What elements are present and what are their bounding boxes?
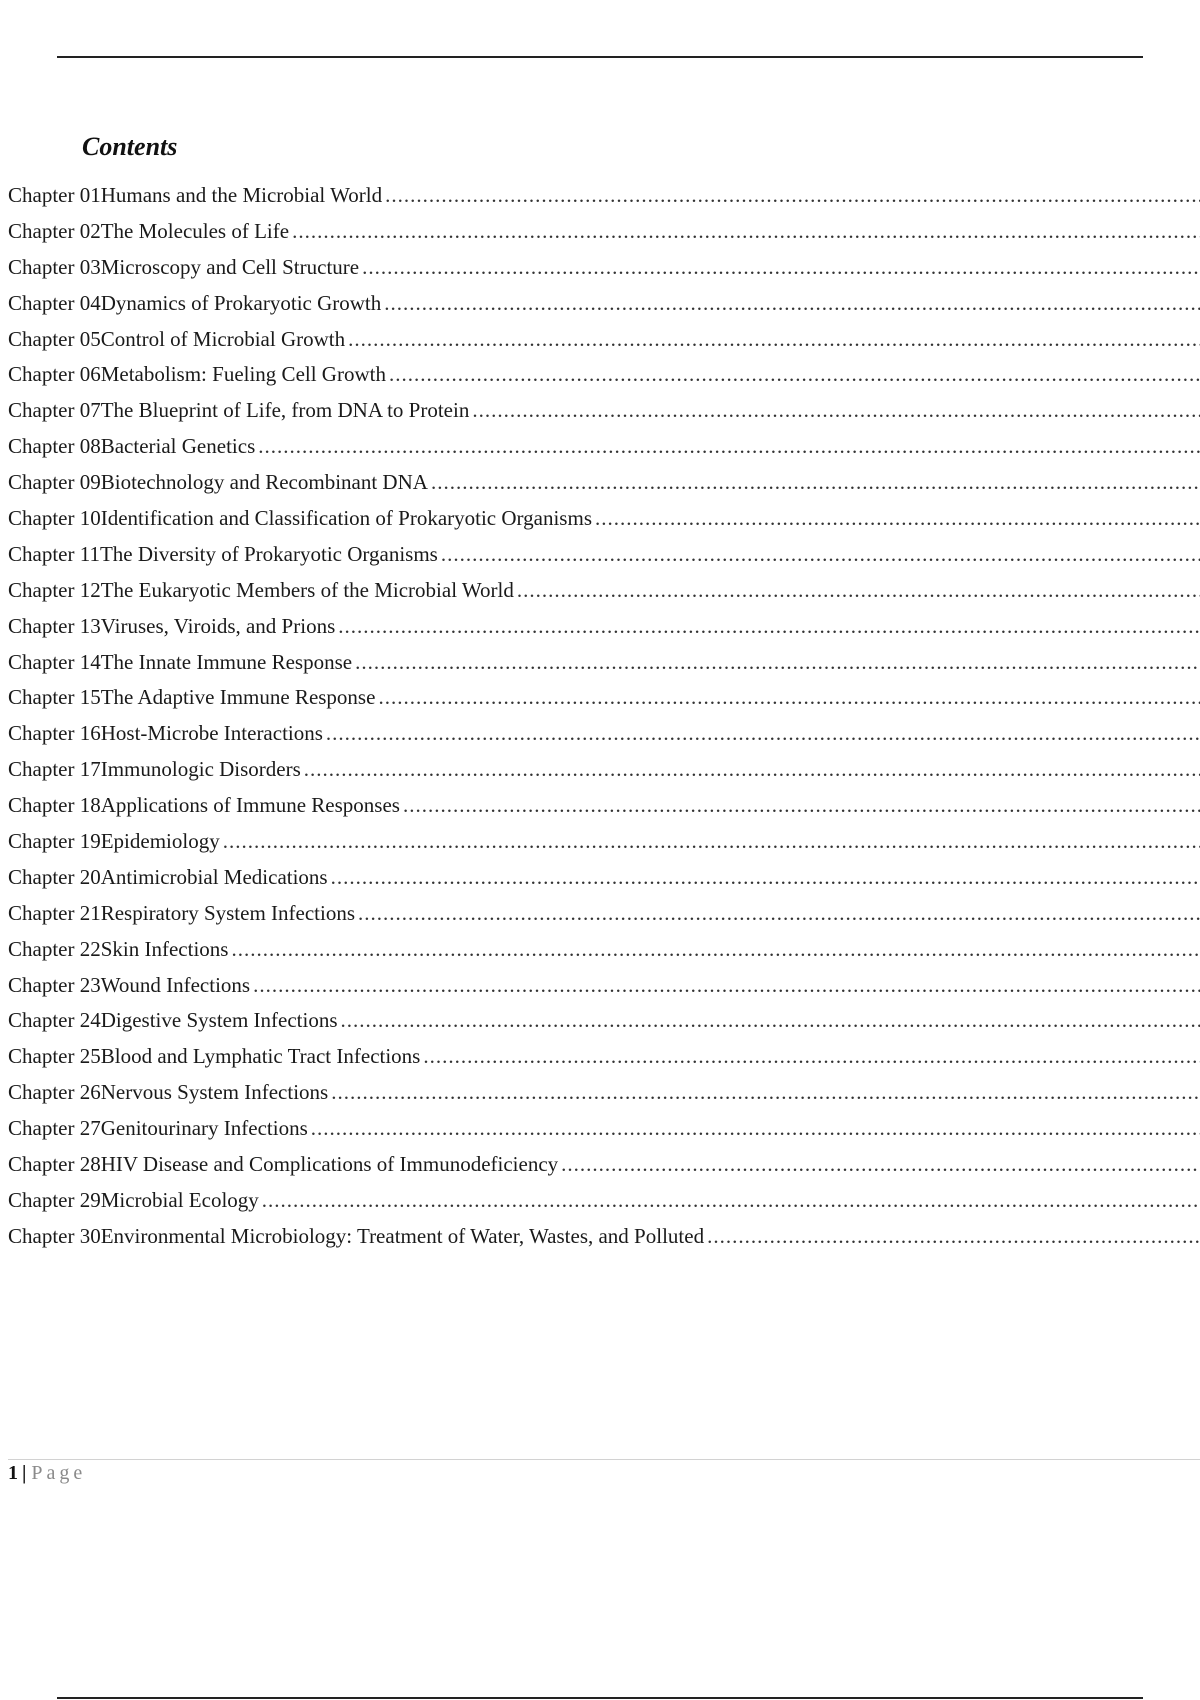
toc-entry[interactable] — [8, 614, 1200, 650]
toc-chapter-title: Skin Infections — [100, 936, 229, 961]
page-bottom-rule — [57, 1697, 1143, 1699]
toc-dot-leader — [338, 614, 1200, 639]
toc-entry[interactable] — [8, 1152, 1200, 1188]
toc-entry[interactable] — [8, 1224, 1200, 1260]
toc-chapter-title: Bacterial Genetics — [100, 434, 256, 459]
toc-dot-leader — [378, 685, 1200, 710]
toc-dot-leader — [355, 650, 1200, 675]
toc-dot-leader — [253, 973, 1200, 998]
toc-chapter-title: Nervous System Infections — [100, 1080, 329, 1105]
toc-chapter-title: Blood and Lymphatic Tract Infections — [100, 1044, 421, 1069]
toc-chapter-title: Viruses, Viroids, and Prions — [100, 613, 336, 638]
toc-chapter-title: Host-Microbe Interactions — [100, 721, 323, 746]
toc-entry[interactable] — [8, 506, 1200, 542]
toc-chapter-number: Chapter 21 — [8, 900, 101, 925]
toc-chapter-title: The Eukaryotic Members of the Microbial World — [100, 577, 514, 602]
toc-chapter-title: The Blueprint of Life, from DNA to Protein — [100, 398, 470, 423]
toc-chapter-title: Digestive System Infections — [100, 1008, 338, 1033]
toc-dot-leader — [389, 362, 1200, 387]
toc-dot-leader — [292, 219, 1200, 244]
toc-entry[interactable] — [8, 1116, 1200, 1152]
toc-chapter-number: Chapter 18 — [8, 793, 101, 818]
toc-entry[interactable] — [8, 685, 1200, 721]
toc-entry[interactable] — [8, 398, 1200, 434]
toc-entry[interactable] — [8, 362, 1200, 398]
contents-heading: Contents — [82, 132, 178, 161]
toc-chapter-title: Epidemiology — [100, 829, 220, 854]
toc-chapter-title: Microbial Ecology — [100, 1187, 259, 1212]
toc-dot-leader — [441, 542, 1200, 567]
toc-entry[interactable] — [8, 183, 1200, 219]
page-top-rule — [57, 56, 1143, 58]
toc-chapter-title: Antimicrobial Medications — [100, 864, 328, 889]
toc-entry[interactable] — [8, 470, 1200, 506]
toc-chapter-title: Control of Microbial Growth — [100, 326, 346, 351]
toc-entry[interactable] — [8, 1188, 1200, 1224]
toc-chapter-title: The Diversity of Prokaryotic Organisms — [99, 541, 438, 566]
toc-dot-leader — [423, 1044, 1200, 1069]
toc-chapter-number: Chapter 05 — [8, 326, 101, 351]
toc-chapter-number: Chapter 28 — [8, 1152, 101, 1177]
toc-entry[interactable] — [8, 255, 1200, 291]
toc-chapter-title: Microscopy and Cell Structure — [100, 254, 360, 279]
toc-chapter-number: Chapter 03 — [8, 254, 101, 279]
toc-dot-leader — [385, 183, 1200, 208]
toc-chapter-title: Genitourinary Infections — [100, 1116, 308, 1141]
toc-chapter-title: Biotechnology and Recombinant DNA — [100, 470, 428, 495]
toc-chapter-number: Chapter 12 — [8, 577, 101, 602]
toc-dot-leader — [384, 291, 1200, 316]
toc-chapter-title: The Molecules of Life — [100, 218, 290, 243]
toc-chapter-number: Chapter 02 — [8, 218, 101, 243]
toc-chapter-title: The Adaptive Immune Response — [100, 685, 376, 710]
toc-chapter-number: Chapter 11 — [8, 541, 100, 566]
toc-chapter-number: Chapter 30 — [8, 1223, 101, 1248]
toc-entry[interactable] — [8, 650, 1200, 686]
toc-chapter-number: Chapter 16 — [8, 721, 101, 746]
toc-entry[interactable] — [8, 721, 1200, 757]
page-label: Page — [31, 1462, 87, 1484]
toc-chapter-number: Chapter 20 — [8, 864, 101, 889]
toc-chapter-number: Chapter 09 — [8, 470, 101, 495]
toc-dot-leader — [431, 470, 1200, 495]
toc-dot-leader — [403, 793, 1200, 818]
toc-dot-leader — [707, 1224, 1200, 1249]
toc-dot-leader — [348, 327, 1200, 352]
toc-dot-leader — [362, 255, 1200, 280]
toc-chapter-number: Chapter 29 — [8, 1187, 101, 1212]
toc-chapter-title: Respiratory System Infections — [100, 900, 356, 925]
toc-chapter-number: Chapter 23 — [8, 972, 101, 997]
toc-dot-leader — [358, 901, 1200, 926]
toc-entry[interactable] — [8, 1080, 1200, 1116]
toc-dot-leader — [331, 865, 1200, 890]
toc-entry[interactable] — [8, 291, 1200, 327]
toc-dot-leader — [304, 757, 1200, 782]
toc-chapter-number: Chapter 06 — [8, 362, 101, 387]
toc-dot-leader — [223, 829, 1200, 854]
toc-chapter-title: HIV Disease and Complications of Immunodeficiency — [100, 1152, 559, 1177]
toc-chapter-number: Chapter 24 — [8, 1008, 101, 1033]
toc-chapter-title: Metabolism: Fueling Cell Growth — [100, 362, 386, 387]
toc-dot-leader — [595, 506, 1200, 531]
page-number: 1 — [8, 1462, 18, 1484]
toc-chapter-title: Applications of Immune Responses — [100, 793, 400, 818]
toc-chapter-number: Chapter 22 — [8, 936, 101, 961]
footer-separator: | — [22, 1462, 27, 1484]
toc-chapter-title: Immunologic Disorders — [100, 757, 301, 782]
toc-dot-leader — [326, 721, 1200, 746]
toc-entry[interactable] — [8, 865, 1200, 901]
table-of-contents — [8, 183, 1200, 1260]
toc-entry[interactable] — [8, 219, 1200, 255]
toc-chapter-number: Chapter 14 — [8, 649, 101, 674]
footer-divider — [8, 1459, 1200, 1460]
toc-dot-leader — [341, 1008, 1200, 1033]
toc-chapter-title: Identification and Classification of Prokaryotic Organisms — [100, 506, 592, 531]
toc-dot-leader — [311, 1116, 1200, 1141]
toc-entry[interactable] — [8, 937, 1200, 973]
toc-chapter-number: Chapter 13 — [8, 613, 101, 638]
toc-entry[interactable] — [8, 901, 1200, 937]
toc-chapter-title: Environmental Microbiology: Treatment of Water, Wastes, and Polluted — [100, 1223, 705, 1248]
toc-chapter-number: Chapter 04 — [8, 290, 101, 315]
toc-chapter-number: Chapter 08 — [8, 434, 101, 459]
toc-dot-leader — [472, 398, 1200, 423]
toc-chapter-number: Chapter 19 — [8, 829, 101, 854]
toc-chapter-title: Wound Infections — [100, 972, 251, 997]
toc-dot-leader — [561, 1152, 1200, 1177]
toc-entry[interactable] — [8, 757, 1200, 793]
toc-entry[interactable] — [8, 829, 1200, 865]
toc-entry[interactable] — [8, 973, 1200, 1009]
toc-chapter-number: Chapter 26 — [8, 1080, 101, 1105]
toc-entry[interactable] — [8, 327, 1200, 363]
toc-chapter-number: Chapter 15 — [8, 685, 101, 710]
toc-entry[interactable] — [8, 434, 1200, 470]
toc-dot-leader — [331, 1080, 1200, 1105]
toc-entry[interactable] — [8, 542, 1200, 578]
toc-dot-leader — [258, 434, 1200, 459]
toc-entry[interactable] — [8, 1008, 1200, 1044]
toc-dot-leader — [231, 937, 1200, 962]
toc-chapter-title: Dynamics of Prokaryotic Growth — [100, 290, 382, 315]
page-footer — [8, 1462, 86, 1485]
toc-chapter-title: The Innate Immune Response — [100, 649, 353, 674]
toc-chapter-number: Chapter 07 — [8, 398, 101, 423]
toc-entry[interactable] — [8, 793, 1200, 829]
toc-entry[interactable] — [8, 1044, 1200, 1080]
toc-chapter-title: Humans and the Microbial World — [100, 183, 383, 207]
toc-dot-leader — [517, 578, 1200, 603]
toc-chapter-number: Chapter 10 — [8, 506, 101, 531]
toc-chapter-number: Chapter 17 — [8, 757, 101, 782]
toc-entry[interactable] — [8, 578, 1200, 614]
toc-chapter-number: Chapter 25 — [8, 1044, 101, 1069]
toc-chapter-number: Chapter 27 — [8, 1116, 101, 1141]
toc-dot-leader — [262, 1188, 1200, 1213]
toc-chapter-number: Chapter 01 — [8, 183, 101, 207]
